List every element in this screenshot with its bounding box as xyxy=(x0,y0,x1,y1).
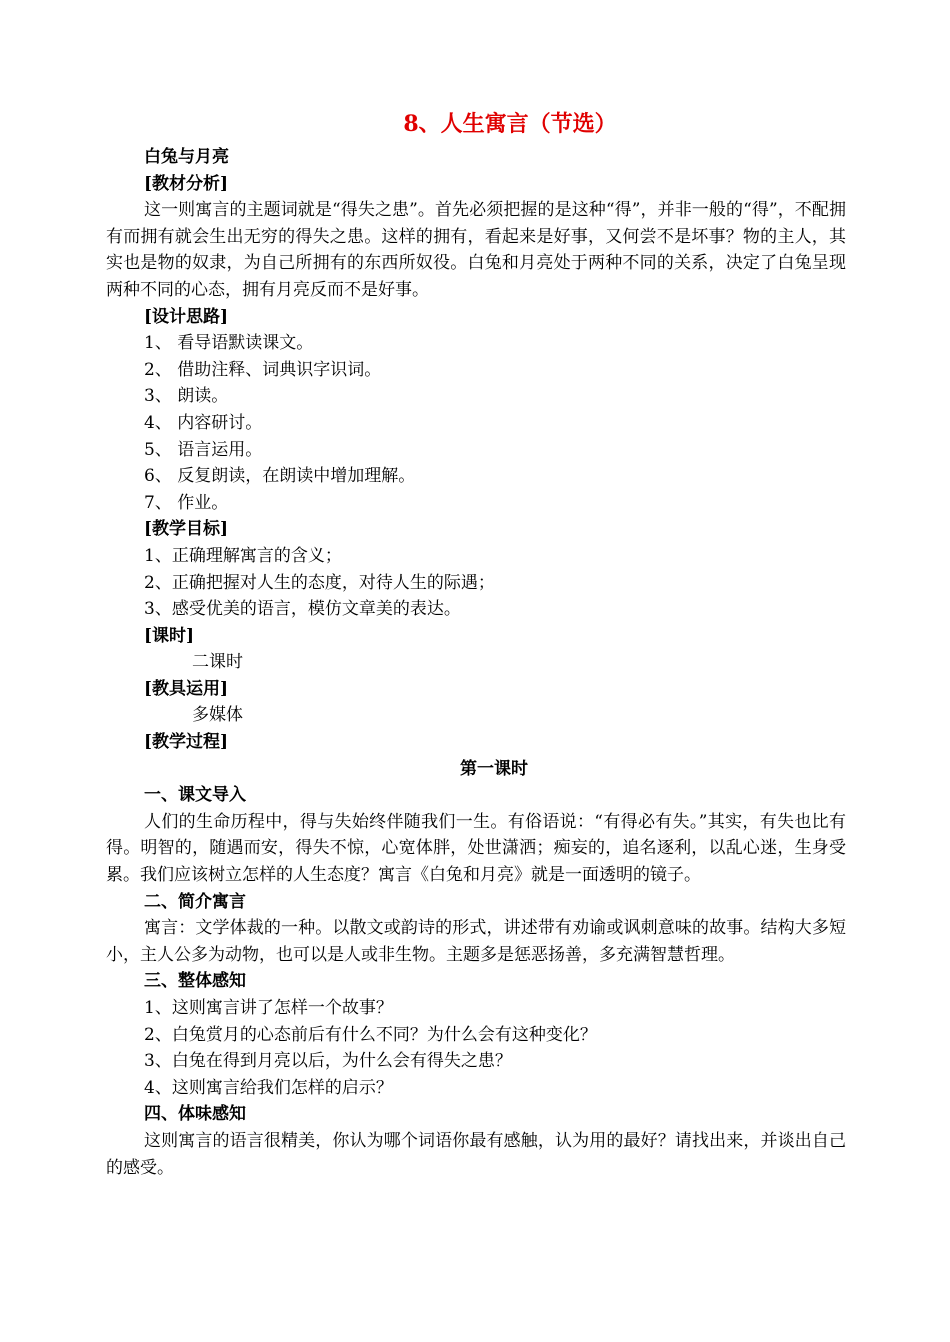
document-title: 8、人生寓言（节选） xyxy=(403,111,617,137)
list-item: 2、 借助注释、词典识字识词。 xyxy=(144,359,382,380)
list-item: 4、这则寓言给我们怎样的启示？ xyxy=(144,1077,393,1098)
document-page xyxy=(106,104,846,1181)
part2-heading: 二、简介寓言 xyxy=(144,891,246,912)
part1-heading: 一、课文导入 xyxy=(144,785,246,806)
tools-heading: [教具运用] xyxy=(144,678,229,699)
list-item: 2、正确把握对人生的态度，对待人生的际遇； xyxy=(144,572,495,593)
material-text: 这一则寓言的主题词就是“得失之患”。首先必须把握的是这种“得”，并非一般的“得”，不配拥有而拥有就会生出无穷的得失之患。这样的拥有，看起来是好事，又何尝不是坏事？物的主人，其实也是物的奴隶，为自己所拥有的东西所奴役。白兔和月亮处于两种不同的关系，决定了白兔呈现两种不同的心态，拥有月亮反而不是好事。 xyxy=(106,200,846,300)
list-item: 1、正确理解寓言的含义； xyxy=(144,545,342,566)
list-item: 4、 内容研讨。 xyxy=(144,412,263,433)
list-item: 3、感受优美的语言，模仿文章美的表达。 xyxy=(144,599,461,620)
hours-text: 二课时 xyxy=(192,652,243,673)
list-item: 3、白兔在得到月亮以后，为什么会有得失之患？ xyxy=(144,1051,512,1072)
part4-text: 这则寓言的语言很精美，你认为哪个词语你最有感触，认为用的最好？请找出来，并谈出自己的感受。 xyxy=(106,1130,846,1178)
part4-heading: 四、体味感知 xyxy=(144,1104,246,1125)
subtitle: 白兔与月亮 xyxy=(144,147,229,167)
list-item: 3、 朗读。 xyxy=(144,386,229,407)
list-item: 1、这则寓言讲了怎样一个故事？ xyxy=(144,998,393,1018)
list-item: 6、 反复朗读，在朗读中增加理解。 xyxy=(144,466,416,487)
part2-text: 寓言：文学体裁的一种。以散文或韵诗的形式，讲述带有劝谕或讽刺意味的故事。结构大多短小，主人公多为动物，也可以是人或非生物。主题多是惩恶扬善，多充满智慧哲理。 xyxy=(106,918,846,965)
part3-list xyxy=(106,995,846,1101)
design-list xyxy=(106,330,846,516)
tools-text: 多媒体 xyxy=(192,705,243,726)
process-heading: [教学过程] xyxy=(144,732,229,753)
design-heading: [设计思路] xyxy=(144,306,229,327)
list-item: 5、 语言运用。 xyxy=(144,439,263,460)
goals-list xyxy=(106,543,846,623)
list-item: 7、 作业。 xyxy=(144,492,229,513)
goals-heading: [教学目标] xyxy=(144,519,229,540)
lesson-title: 第一课时 xyxy=(460,758,528,779)
material-heading: [教材分析] xyxy=(144,173,229,194)
part3-heading: 三、整体感知 xyxy=(144,971,246,992)
hours-heading: [课时] xyxy=(144,625,195,646)
part1-text: 人们的生命历程中，得与失始终伴随我们一生。有俗语说：“有得必有失。”其实，有失也比有得。明智的，随遇而安，得失不惊，心宽体胖，处世潇洒；痴妄的，追名逐利，以乱心迷，生身受累。我们应该树立怎样的人生态度？寓言《白兔和月亮》就是一面透明的镜子。 xyxy=(106,811,846,886)
list-item: 2、白兔赏月的心态前后有什么不同？为什么会有这种变化？ xyxy=(144,1024,597,1045)
list-item: 1、 看导语默读课文。 xyxy=(144,333,314,354)
